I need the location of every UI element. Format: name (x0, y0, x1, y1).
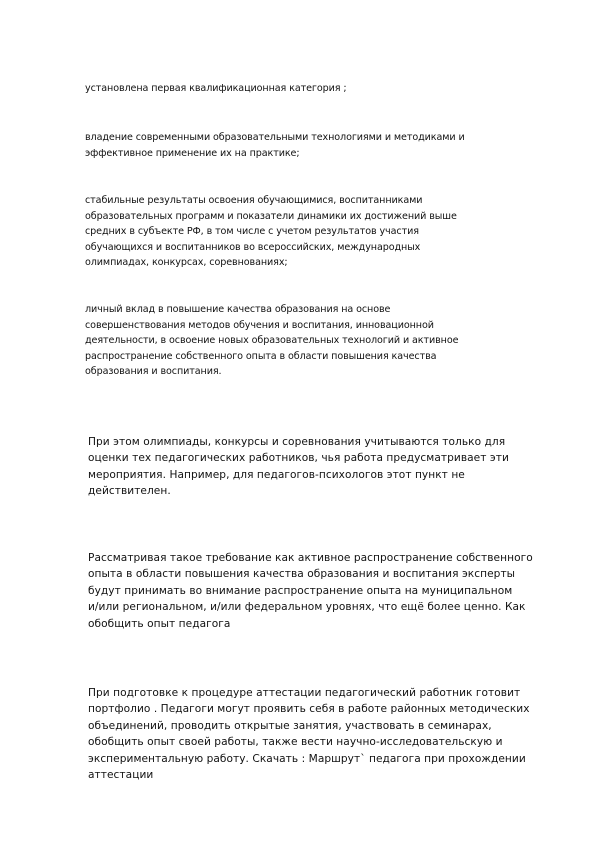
text-line: обобщить опыт педагога (88, 617, 231, 630)
text-line: владение современными образовательными технологиями и методиками и (85, 132, 465, 143)
paragraph-attestation-preparation (88, 685, 530, 783)
text-line: средних в субъекте РФ, в том числе с учетом результатов участия (85, 226, 419, 238)
paragraph-experience-sharing (88, 550, 533, 632)
text-line: опыта в области повышения качества образования и воспитания эксперты (88, 568, 516, 581)
text-line: обучающихся и воспитанников во всероссийских, международных (85, 241, 421, 253)
text-line: деятельности, в освоение новых образовательных технологий и активное (85, 335, 459, 347)
text-line: образования и воспитания. (85, 366, 222, 378)
text-line: и/или региональном, и/или федеральном уровнях, что ещё более ценно. Как (88, 601, 526, 614)
text-line: обобщить опыт своей работы, также вести научно-исследовательскую и (88, 736, 503, 749)
text-line: оценки тех педагогических работников, чья работа предусматривает эти (88, 452, 509, 465)
paragraph-qualification-category (85, 81, 347, 97)
text-line: будут принимать во внимание распространение опыта на муниципальном (88, 584, 513, 597)
text-line: Рассматривая такое требование как активное распространение собственного (88, 552, 533, 564)
text-line: олимпиадах, конкурсах, соревнованиях; (85, 257, 288, 269)
text-line: совершенствования методов обучения и воспитания, инновационной (85, 319, 434, 331)
text-line: установлена первая квалификационная категория ; (85, 83, 347, 94)
text-line: действителен. (88, 485, 171, 498)
text-line: мероприятия. Например, для педагогов-психологов этот пункт не (88, 468, 465, 481)
text-line: При подготовке к процедуре аттестации педагогический работник готовит (88, 687, 521, 699)
paragraph-technologies (85, 130, 465, 161)
text-line: распространение собственного опыта в области повышения качества (85, 350, 437, 362)
paragraph-stable-results (85, 193, 457, 271)
text-line: объединений, проводить открытые занятия, участвовать в семинарах, (88, 719, 492, 732)
text-line: При этом олимпиады, конкурсы и соревнования учитываются только для (88, 436, 506, 448)
text-line: аттестации (88, 769, 154, 782)
paragraph-olympiads-note (88, 434, 509, 500)
text-line: эффективное применение их на практике; (85, 147, 300, 159)
text-line: стабильные результаты освоения обучающимися, воспитанниками (85, 195, 423, 206)
text-line: образовательных программ и показатели динамики их достижений выше (85, 210, 457, 222)
paragraph-personal-contribution (85, 302, 458, 380)
text-line: экспериментальную работу. Скачать : Маршрут` педагога при прохождении (88, 752, 526, 765)
text-line: личный вклад в повышение качества образования на основе (85, 304, 391, 315)
text-line: портфолио . Педагоги могут проявить себя в работе районных методических (88, 703, 530, 716)
